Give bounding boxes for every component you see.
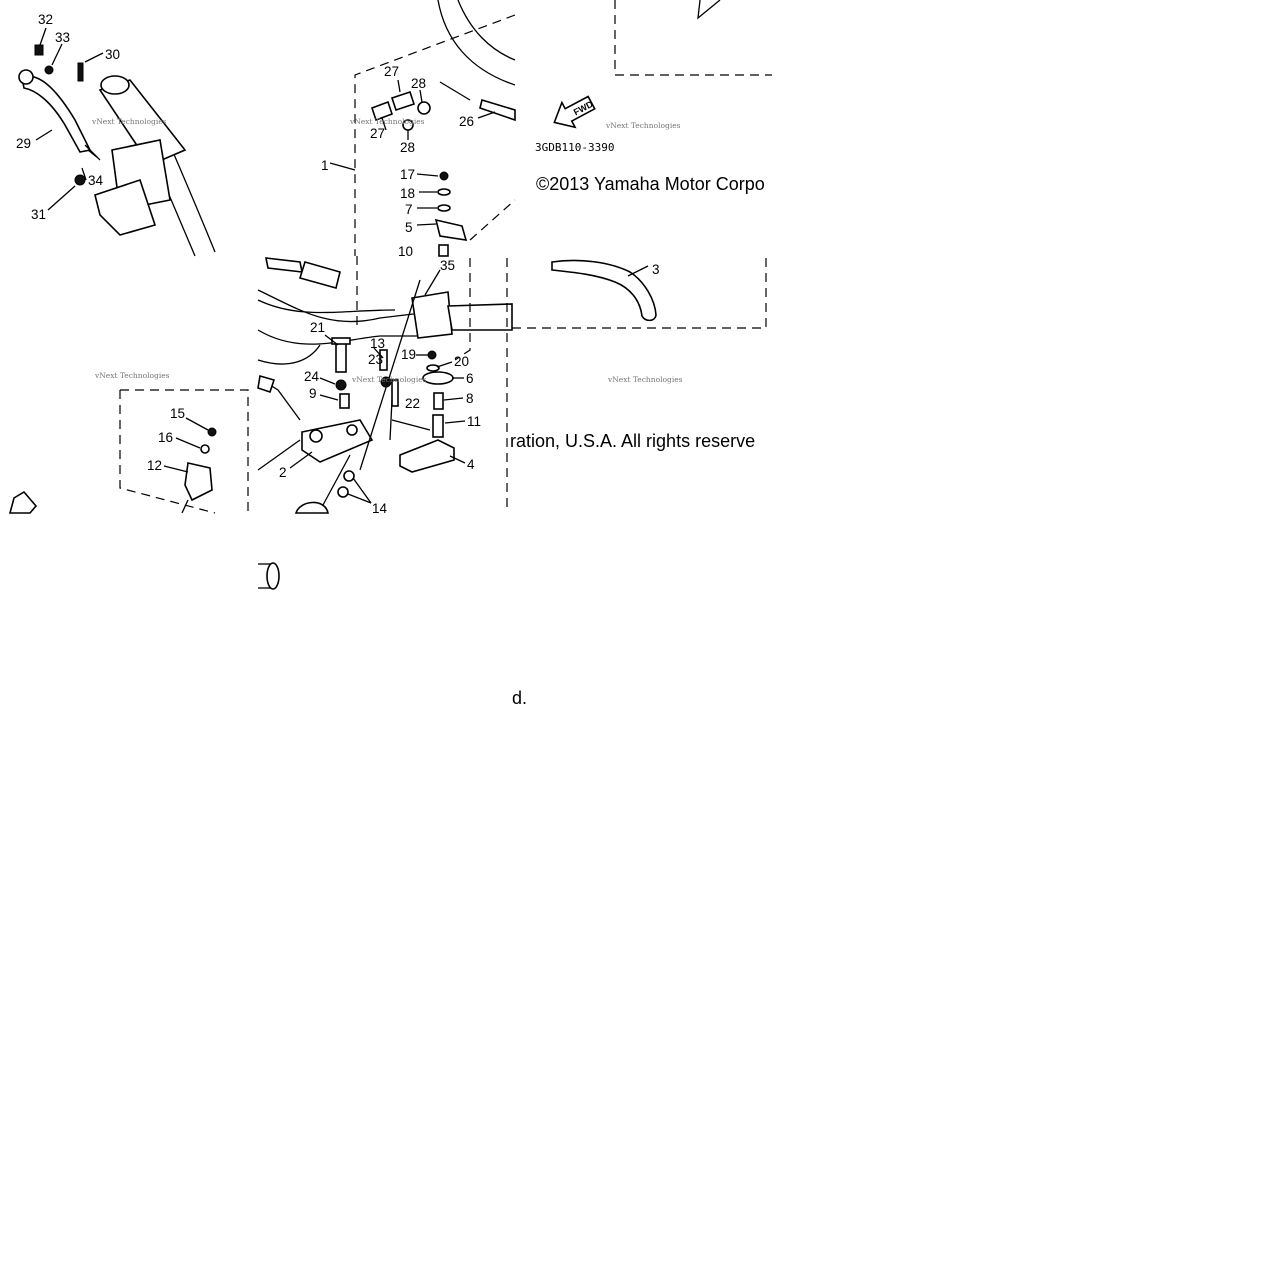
- callout-11: 11: [467, 414, 482, 429]
- clamp-detail: [10, 371, 248, 513]
- fwd-arrow-icon: [548, 90, 599, 135]
- watermark-6: vNext Technologies: [608, 375, 683, 384]
- callout-18: 18: [400, 186, 416, 201]
- callout-3: 3: [652, 262, 660, 277]
- callout-8: 8: [466, 391, 474, 406]
- callout-32: 32: [38, 12, 54, 27]
- callout-2: 2: [279, 465, 287, 480]
- switch-housing-assembly: [258, 256, 512, 516]
- callout-1: 1: [321, 158, 329, 173]
- callout-20: 20: [454, 354, 470, 369]
- callout-16: 16: [158, 430, 174, 445]
- upper-throttle-assembly: [321, 0, 515, 259]
- callout-14: 14: [372, 501, 388, 516]
- callout-29: 29: [16, 136, 32, 151]
- callout-4: 4: [467, 457, 475, 472]
- watermark-5: vNext Technologies: [352, 375, 427, 384]
- callout-33: 33: [55, 30, 71, 45]
- callout-6: 6: [466, 371, 474, 386]
- callout-23: 23: [368, 352, 384, 367]
- callout-12: 12: [147, 458, 163, 473]
- bottom-fragments: [258, 563, 527, 708]
- callout-26: 26: [459, 114, 475, 129]
- callout-22: 22: [405, 396, 421, 411]
- callout-27-upper: 27: [384, 64, 400, 79]
- callout-17: 17: [400, 167, 416, 182]
- callout-13: 13: [370, 336, 386, 351]
- callout-5: 5: [405, 220, 413, 235]
- watermark-2: vNext Technologies: [350, 117, 425, 126]
- callout-28-lower: 28: [400, 140, 416, 155]
- callout-9: 9: [309, 386, 317, 401]
- diagram-code: 3GDB110-3390: [535, 141, 615, 154]
- fwd-label: FWD: [571, 98, 595, 118]
- callout-19: 19: [401, 347, 417, 362]
- callout-28-upper: 28: [411, 76, 427, 91]
- callout-27-lower: 27: [370, 126, 386, 141]
- watermark-4: vNext Technologies: [95, 371, 170, 380]
- left-lever-assembly: [16, 12, 215, 256]
- watermark-1: vNext Technologies: [92, 117, 167, 126]
- callout-31: 31: [31, 207, 47, 222]
- callout-21: 21: [310, 320, 326, 335]
- callout-35: 35: [440, 258, 456, 273]
- right-lever-assembly: [507, 258, 766, 513]
- callout-7: 7: [405, 202, 413, 217]
- callout-24: 24: [304, 369, 320, 384]
- watermark-3: vNext Technologies: [606, 121, 681, 130]
- copyright-line-3: d.: [512, 688, 528, 708]
- callout-10: 10: [398, 244, 414, 259]
- callout-15: 15: [170, 406, 186, 421]
- callout-30: 30: [105, 47, 121, 62]
- upper-right-tile: [535, 0, 772, 194]
- copyright-line-2: ration, U.S.A. All rights reserve: [510, 431, 756, 451]
- callout-34: 34: [88, 173, 104, 188]
- copyright-line-1: ©2013 Yamaha Motor Corpo: [536, 174, 765, 194]
